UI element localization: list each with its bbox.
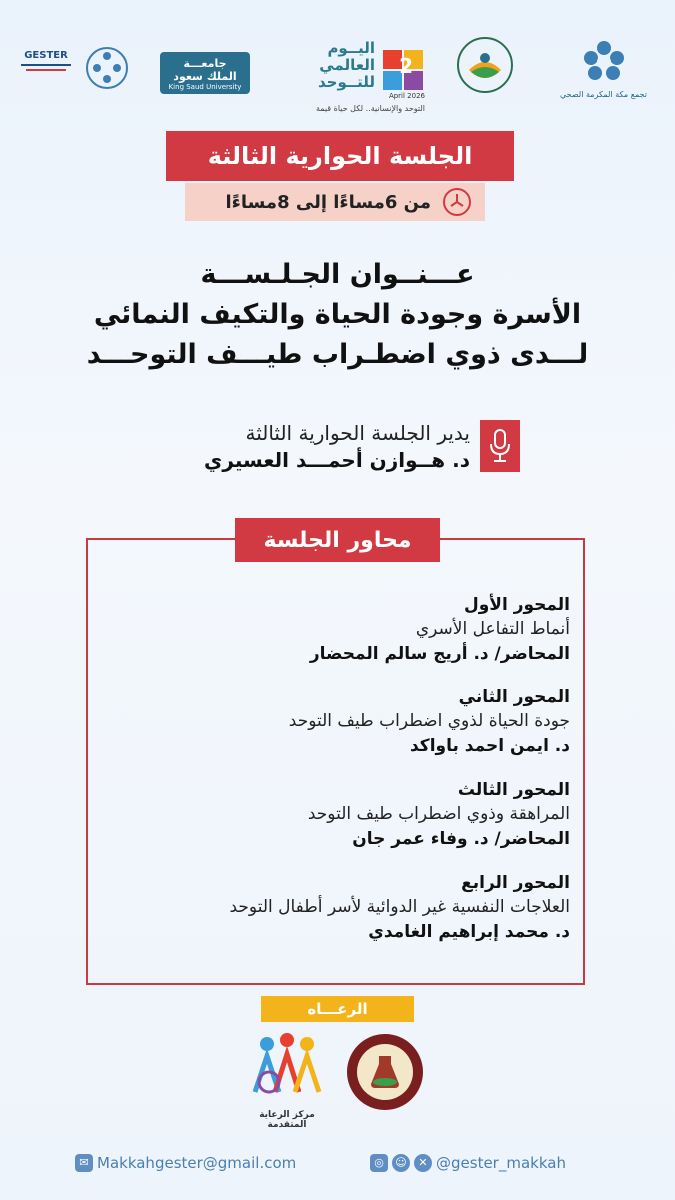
flower-logo-icon (579, 38, 629, 86)
world-autism-day-logo (305, 39, 425, 113)
session-time-text: من 6مساءًا إلى 8مساءًا (225, 191, 431, 213)
moderator-role: يدير الجلسة الحوارية الثالثة (245, 421, 470, 445)
footer (0, 1150, 675, 1180)
instagram-icon[interactable]: ◎ (370, 1154, 388, 1172)
axis-topic: العلاجات النفسية غير الدوائية لأسر أطفال التوحد (229, 897, 570, 917)
footer-social[interactable] (370, 1154, 566, 1172)
people-icon (247, 1032, 327, 1104)
axis-speaker: د. ايمن احمد باواكد (409, 736, 570, 756)
gester-logo: GESTER (18, 50, 74, 71)
microphone-icon (480, 420, 520, 472)
session-title: الجلسة الحوارية الثالثة (166, 131, 514, 181)
clock-icon (441, 186, 473, 218)
headline-line-2: لـــدى ذوي اضطـراب طيـــف التوحـــد (86, 339, 589, 370)
axes-title: محاور الجلسة (235, 518, 440, 562)
makkah-cluster-caption: تجمع مكة المكرمة الصحي (560, 90, 648, 99)
school-sponsor-logo (345, 1032, 425, 1112)
axis-topic: أنماط التفاعل الأسري (415, 619, 570, 639)
autism-day-tagline: التوحد والإنسانية.. لكل حياة قيمة (315, 104, 425, 113)
axis-item (110, 685, 570, 759)
autism-day-title: اليــوم العالمي للتــوحد (317, 39, 375, 91)
snapchat-icon[interactable]: ☺ (392, 1154, 410, 1172)
hands-circle-icon (85, 46, 129, 90)
axis-item (110, 778, 570, 852)
king-saud-university-logo: جامعـــة الملك سعود King Saud University (160, 52, 250, 94)
axis-item (110, 593, 570, 667)
axis-speaker: المحاضر/ د. وفاء عمر جان (352, 829, 570, 849)
advanced-care-caption: مركز الرعاية المتقدمة (259, 1110, 315, 1130)
axis-heading: المحور الثالث (457, 780, 570, 800)
sponsors-title: الرعـــاه (261, 996, 414, 1022)
heart-emblem-icon (455, 36, 515, 94)
axis-topic: المراهقة وذوي اضطراب طيف التوحد (307, 804, 570, 824)
x-icon[interactable]: ✕ (414, 1154, 432, 1172)
headline-line-1: الأسرة وجودة الحياة والتكيف النمائي (93, 299, 582, 330)
session-time (185, 183, 485, 221)
autism-day-number: 2 (399, 54, 413, 78)
axis-heading: المحور الثاني (458, 687, 570, 707)
headline-label: عـــنــوان الجـلـســـة (200, 259, 475, 290)
axis-topic: جودة الحياة لذوي اضطراب طيف التوحد (288, 711, 570, 731)
partner-logos (0, 30, 675, 120)
footer-email[interactable] (75, 1154, 296, 1172)
axis-speaker: د. محمد إبراهيم الغامدي (368, 922, 570, 942)
axis-heading: المحور الأول (463, 595, 570, 615)
makkah-health-cluster-logo (560, 38, 647, 99)
moderator-block (150, 420, 520, 480)
association-logo (455, 36, 515, 94)
autism-day-month: April 2026 (388, 92, 425, 100)
axis-heading: المحور الرابع (461, 873, 570, 893)
email-text[interactable]: Makkahgester@gmail.com (97, 1154, 297, 1172)
social-handle[interactable]: @gester_makkah (436, 1154, 566, 1172)
school-seal-icon (345, 1032, 425, 1112)
mail-icon: ✉ (75, 1154, 93, 1172)
hands-logo (85, 46, 129, 90)
moderator-name: د. هــوازن أحمـــد العسيري (204, 448, 470, 472)
advanced-care-sponsor-logo (246, 1032, 328, 1130)
axis-speaker: المحاضر/ د. أريج سالم المحضار (309, 644, 570, 664)
session-headline (40, 255, 635, 375)
axis-item (110, 871, 570, 945)
